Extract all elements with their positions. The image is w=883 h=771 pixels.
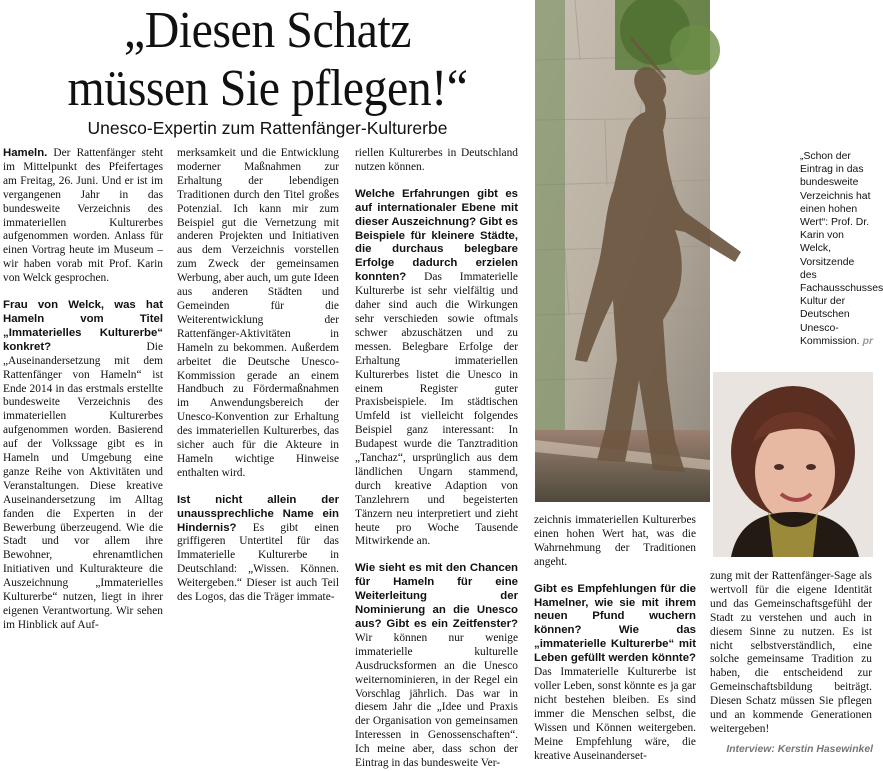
headline-line-1: „Diesen Schatz	[123, 2, 412, 59]
answer-3: Das Immaterielle Kulturerbe ist sehr vielfältig und daher sind auch die Wirkungen sehr verschieden sowie oftmals schwer abzuschätzen und zu messen. Belegbare Erfolge der Erhaltung immateriellen Kulturerbes listet die Unesco in einem Register guter Praxisbeispiele. Im städtischen Umfeld ist vielleicht folgendes Beispiel ganz interessant: In Budapest wurde die Tanztradition „Tanchaz“, ursprünglich aus dem ländlichen Ungarn stammend, durch kreative Adaption von Tanzlehrern und begeisterten Tänzern neu interpretiert und zieht heute pro Woche Tausende Mitwirkende an.	[355, 271, 518, 548]
answer-2-continued: riellen Kulturerbes in Deutschland nutzen können.	[355, 147, 518, 173]
answer-5-continued: zung mit der Rattenfänger-Sage als wertvoll für die eigene Identität und das Gemeinschaftsgefühl der Stadt zu verstehen und auch in diesem Sinne zu nutzen. Es ist nicht selbstverständlich, eine solche gemeinsame Tradition zu haben, die entscheidend zur Gemeinschaftsbildung beiträgt. Diesen Schatz müssen Sie pflegen und an kommende Generationen weitergeben!	[710, 570, 872, 735]
column-3	[355, 147, 518, 771]
answer-2: Es gibt einen griffigeren Untertitel für das Immaterielle Kulturerbe in Deutschland: „Wissen. Können. Weitergeben.“ Dieser ist auch Teil des Logos, das die Träger immate-	[177, 521, 339, 604]
photo-caption	[800, 150, 883, 348]
column-2	[177, 147, 339, 605]
answer-1-continued: merksamkeit und die Entwicklung moderner Maßnahmen zur Erhaltung der lebendigen Traditionen durch den Titel großes Potenzial. Ich kann mir zum Beispiel gut die Vernetzung mit anderen Projekten und Initiativen aus dem Verzeichnis vorstellen zum Zweck der gemeinsamen Werbung, aber auch, um gute Ideen aus anderen Städten und Gemeinden für die Weiterentwicklung der Rattenfänger-Aktivitäten in Hameln zu bekommen. Außerdem arbeitet die Deutsche Unesco-Kommission gerade an einem Handbuch zu Fördermaßnahmen im Anwendungsbereich der Unesco-Konvention zur Erhaltung des immateriellen Kulturerbes, das sicher auch für die Akteure in Hameln wichtige Hinweise enthalten wird.	[177, 147, 339, 479]
caption-text: „Schon der Eintrag in das bundesweite Verzeichnis hat einen hohen Wert“: Prof. Dr. Karin von Welck, Vorsitzende des Fachausschusses Kultur der Deutschen Unesco-Kommission.	[800, 151, 883, 347]
dateline: Hameln.	[3, 147, 48, 159]
intro-text: Der Rattenfänger steht im Mittelpunkt des Pfeifertages am Freitag, 26. Juni. Und er ist im vergangenen Jahr in das bundesweite Verzeichnis des immateriellen Kulturerbes aufgenommen worden. Anlass für einen Vortrag heute im Museum – wir haben vorab mit Prof. Karin von Welck gesprochen.	[3, 147, 163, 285]
column-4	[534, 514, 696, 763]
answer-4-continued: zeichnis immateriellen Kulturerbes einen hohen Wert hat, was die Wahrnehmung der Traditionen angeht.	[534, 514, 696, 568]
question-1: Frau von Welck, was hat Hameln vom Titel „Immaterielles Kulturerbe“ konkret?	[3, 299, 163, 353]
question-5: Gibt es Empfehlungen für die Hamelner, wie sie mit ihrem neuen Pfund wuchern können? Wie das „immaterielle Kulturerbe“ mit Leben gefüllt werden könnte?	[534, 582, 696, 665]
headline-line-2: müssen Sie pflegen!“	[67, 60, 468, 117]
headline	[21, 2, 513, 118]
answer-4: Wir können nur wenige immaterielle kulturelle Ausdrucksformen an die Unesco weiternominieren, in der Regel ein Vorschlag jährlich. Das war in diesem Jahr die „Idee und Praxis der Organisation von gemeinsamen Interessen in Genossenschaften“. Ich meine aber, dass schon der Eintrag in das bundesweite Ver-	[355, 631, 518, 770]
column-5	[710, 570, 872, 737]
answer-5: Das Immaterielle Kulturerbe ist voller Leben, sonst könnte es ja gar nicht bestehen bleiben. Es sind immer die Menschen selbst, die Wissen und Können weitergeben. Meine Empfehlung wäre, die kreative Auseinanderset-	[534, 666, 696, 762]
portrait-photo	[713, 372, 873, 557]
caption-source-tag: pr	[862, 335, 873, 347]
column-1	[3, 147, 163, 633]
rattenfaenger-shadow-photo	[535, 0, 710, 502]
question-4: Wie sieht es mit den Chancen für Hameln für eine Weiterleitung der Nominierung an die Unesco aus? Gibt es ein Zeitfenster?	[355, 562, 518, 630]
subline: Unesco-Expertin zum Rattenfänger-Kulturerbe	[87, 118, 448, 138]
interview-credit: Interview: Kerstin Hasewinkel	[726, 744, 873, 755]
question-2: Ist nicht allein der unaussprechliche Name ein Hindernis?	[177, 493, 339, 534]
answer-1: Die „Auseinandersetzung mit dem Rattenfänger von Hameln“ ist Ende 2014 in das erstmals erstellte bundesweite Verzeichnis des immateriellen Kulturerbes aufgenommen worden. Basierend auf der Volkssage gibt es in Hameln und Umgebung eine ganze Reihe von Aktivitäten und Veranstaltungen. Diese kreative Auseinandersetzung im Alltag fanden die Experten in der Bewerbung überzeugend. Wie die Stadt und vor allem ihre Bewohner, ehrenamtlichen Initiativen und Kulturakteure die Auszeichnung „Immaterielles Kulturerbe“ nutzen, liegt in ihrer eigenen Verantwortung. Wir sehen im Hinblick auf Auf-	[3, 340, 163, 631]
question-3: Welche Erfahrungen gibt es auf internationaler Ebene mit dieser Auszeichnung? Gibt es Beispiele für kleinere Städte, die durchaus belegbare Erfolge dadurch erzielen konnten?	[355, 187, 518, 284]
